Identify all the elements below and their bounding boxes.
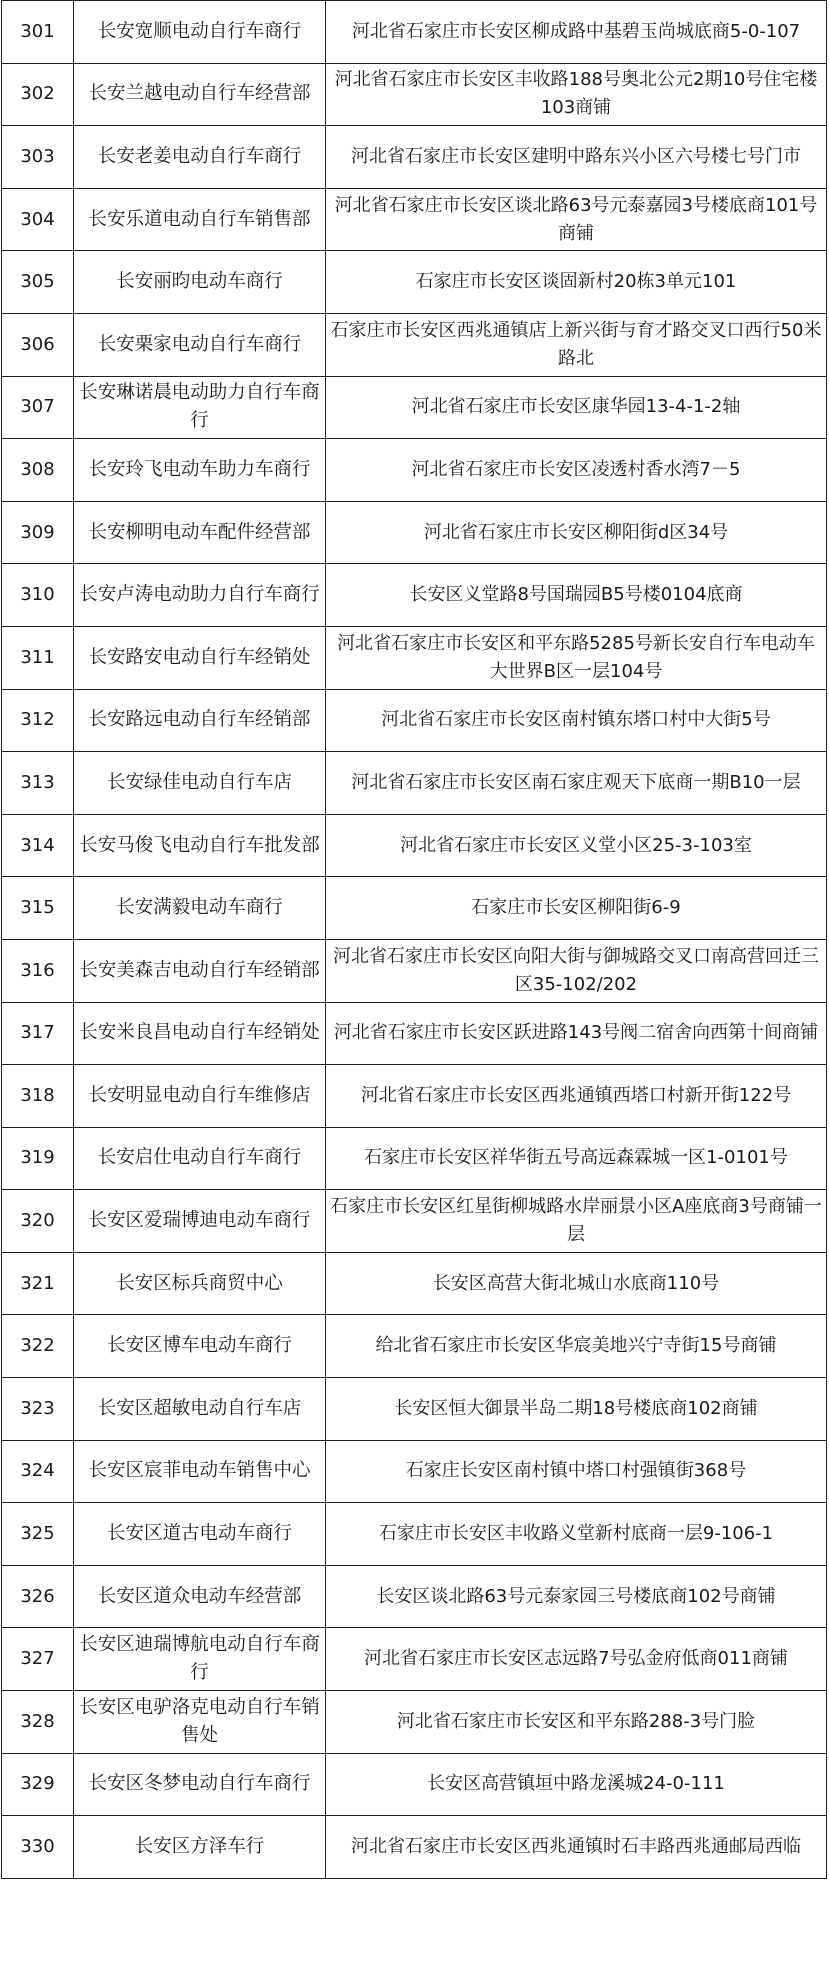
row-number: 323 <box>2 1378 74 1441</box>
dealer-name: 长安米良昌电动自行车经销处 <box>74 1002 326 1065</box>
dealer-address: 石家庄市长安区祥华街五号高远森霖城一区1-0101号 <box>326 1127 827 1190</box>
row-number: 326 <box>2 1565 74 1628</box>
dealer-address: 给北省石家庄市长安区华宸美地兴宁寺街15号商铺 <box>326 1315 827 1378</box>
table-row <box>2 1753 827 1816</box>
table-row <box>2 1565 827 1628</box>
row-number: 306 <box>2 313 74 376</box>
dealer-name: 长安柳明电动车配件经营部 <box>74 501 326 564</box>
dealer-address: 河北省石家庄市长安区丰收路188号奥北公元2期10号住宅楼103商铺 <box>326 63 827 126</box>
table-row <box>2 752 827 815</box>
dealer-name: 长安区道古电动车商行 <box>74 1503 326 1566</box>
table-row <box>2 626 827 689</box>
table-row <box>2 1378 827 1441</box>
dealer-name: 长安路远电动自行车经销部 <box>74 689 326 752</box>
table-row <box>2 1628 827 1691</box>
row-number: 314 <box>2 814 74 877</box>
dealer-name: 长安区电驴洛克电动自行车销售处 <box>74 1691 326 1754</box>
row-number: 329 <box>2 1753 74 1816</box>
dealer-name: 长安栗家电动自行车商行 <box>74 313 326 376</box>
dealer-name: 长安丽昀电动车商行 <box>74 251 326 314</box>
dealer-address: 河北省石家庄市长安区义堂小区25-3-103室 <box>326 814 827 877</box>
dealer-address: 河北省石家庄市长安区西兆通镇时石丰路西兆通邮局西临 <box>326 1816 827 1879</box>
dealer-address: 石家庄市长安区红星街柳城路水岸丽景小区A座底商3号商铺一层 <box>326 1190 827 1253</box>
table-row <box>2 1816 827 1879</box>
table-body <box>2 1 827 1879</box>
dealer-name: 长安区道众电动车经营部 <box>74 1565 326 1628</box>
row-number: 302 <box>2 63 74 126</box>
table-row <box>2 439 827 502</box>
dealer-name: 长安乐道电动自行车销售部 <box>74 188 326 251</box>
table-row <box>2 1315 827 1378</box>
table-row <box>2 1252 827 1315</box>
dealer-address: 石家庄市长安区丰收路义堂新村底商一层9-106-1 <box>326 1503 827 1566</box>
dealer-address: 河北省石家庄市长安区志远路7号弘金府低商011商铺 <box>326 1628 827 1691</box>
row-number: 321 <box>2 1252 74 1315</box>
table-row <box>2 939 827 1002</box>
dealer-name: 长安区爱瑞博迪电动车商行 <box>74 1190 326 1253</box>
row-number: 303 <box>2 126 74 189</box>
row-number: 330 <box>2 1816 74 1879</box>
dealer-name: 长安宽顺电动自行车商行 <box>74 1 326 64</box>
dealer-name: 长安启仕电动自行车商行 <box>74 1127 326 1190</box>
dealer-name: 长安区迪瑞博航电动自行车商行 <box>74 1628 326 1691</box>
dealer-address: 河北省石家庄市长安区凌透村香水湾7－5 <box>326 439 827 502</box>
dealer-name: 长安区博车电动车商行 <box>74 1315 326 1378</box>
row-number: 309 <box>2 501 74 564</box>
dealer-address: 河北省石家庄市长安区建明中路东兴小区六号楼七号门市 <box>326 126 827 189</box>
dealer-address: 河北省石家庄市长安区和平东路5285号新长安自行车电动车大世界B区一层104号 <box>326 626 827 689</box>
table-row <box>2 689 827 752</box>
row-number: 324 <box>2 1440 74 1503</box>
table-row <box>2 1 827 64</box>
dealer-name: 长安区方泽车行 <box>74 1816 326 1879</box>
row-number: 308 <box>2 439 74 502</box>
dealer-address: 石家庄市长安区谈固新村20栋3单元101 <box>326 251 827 314</box>
dealer-address: 长安区谈北路63号元泰家园三号楼底商102号商铺 <box>326 1565 827 1628</box>
dealer-name: 长安卢涛电动助力自行车商行 <box>74 564 326 627</box>
dealer-name: 长安区冬梦电动自行车商行 <box>74 1753 326 1816</box>
table-row <box>2 814 827 877</box>
table-row <box>2 501 827 564</box>
dealer-name: 长安满毅电动车商行 <box>74 877 326 940</box>
dealer-name: 长安路安电动自行车经销处 <box>74 626 326 689</box>
dealer-address: 石家庄市长安区西兆通镇店上新兴街与育才路交叉口西行50米路北 <box>326 313 827 376</box>
row-number: 307 <box>2 376 74 439</box>
dealer-address: 长安区恒大御景半岛二期18号楼底商102商铺 <box>326 1378 827 1441</box>
row-number: 305 <box>2 251 74 314</box>
dealer-address: 长安区义堂路8号国瑞园B5号楼0104底商 <box>326 564 827 627</box>
table-row <box>2 313 827 376</box>
dealer-name: 长安马俊飞电动自行车批发部 <box>74 814 326 877</box>
row-number: 328 <box>2 1691 74 1754</box>
dealer-address: 石家庄长安区南村镇中塔口村强镇街368号 <box>326 1440 827 1503</box>
dealer-name: 长安绿佳电动自行车店 <box>74 752 326 815</box>
dealer-name: 长安区宸菲电动车销售中心 <box>74 1440 326 1503</box>
table-row <box>2 1440 827 1503</box>
row-number: 319 <box>2 1127 74 1190</box>
row-number: 317 <box>2 1002 74 1065</box>
dealer-address: 河北省石家庄市长安区柳成路中基碧玉尚城底商5-0-107 <box>326 1 827 64</box>
table-row <box>2 1127 827 1190</box>
dealer-name: 长安兰越电动自行车经营部 <box>74 63 326 126</box>
dealer-address: 河北省石家庄市长安区和平东路288-3号门脸 <box>326 1691 827 1754</box>
row-number: 320 <box>2 1190 74 1253</box>
dealer-name: 长安琳诺晨电动助力自行车商行 <box>74 376 326 439</box>
table-row <box>2 376 827 439</box>
dealer-name: 长安美森吉电动自行车经销部 <box>74 939 326 1002</box>
dealer-address: 河北省石家庄市长安区南村镇东塔口村中大街5号 <box>326 689 827 752</box>
dealer-address: 河北省石家庄市长安区向阳大街与御城路交叉口南高营回迁三区35-102/202 <box>326 939 827 1002</box>
row-number: 311 <box>2 626 74 689</box>
dealer-address: 河北省石家庄市长安区康华园13-4-1-2轴 <box>326 376 827 439</box>
table-row <box>2 63 827 126</box>
dealer-address: 长安区高营镇垣中路龙溪城24-0-111 <box>326 1753 827 1816</box>
row-number: 301 <box>2 1 74 64</box>
row-number: 313 <box>2 752 74 815</box>
table-row <box>2 1503 827 1566</box>
row-number: 315 <box>2 877 74 940</box>
dealer-address: 河北省石家庄市长安区西兆通镇西塔口村新开街122号 <box>326 1065 827 1128</box>
row-number: 310 <box>2 564 74 627</box>
table-row <box>2 564 827 627</box>
table-row <box>2 1002 827 1065</box>
dealer-address: 河北省石家庄市长安区南石家庄观天下底商一期B10一层 <box>326 752 827 815</box>
dealer-name: 长安区超敏电动自行车店 <box>74 1378 326 1441</box>
table-row <box>2 1065 827 1128</box>
dealer-name: 长安老姜电动自行车商行 <box>74 126 326 189</box>
dealer-table <box>1 0 827 1879</box>
dealer-name: 长安玲飞电动车助力车商行 <box>74 439 326 502</box>
table-row <box>2 188 827 251</box>
dealer-address: 河北省石家庄市长安区柳阳街d区34号 <box>326 501 827 564</box>
table-row <box>2 1691 827 1754</box>
row-number: 325 <box>2 1503 74 1566</box>
row-number: 316 <box>2 939 74 1002</box>
table-row <box>2 1190 827 1253</box>
dealer-name: 长安区标兵商贸中心 <box>74 1252 326 1315</box>
dealer-name: 长安明显电动自行车维修店 <box>74 1065 326 1128</box>
dealer-address: 石家庄市长安区柳阳街6-9 <box>326 877 827 940</box>
table-row <box>2 251 827 314</box>
table-row <box>2 877 827 940</box>
row-number: 318 <box>2 1065 74 1128</box>
table-row <box>2 126 827 189</box>
row-number: 312 <box>2 689 74 752</box>
row-number: 322 <box>2 1315 74 1378</box>
row-number: 327 <box>2 1628 74 1691</box>
row-number: 304 <box>2 188 74 251</box>
dealer-address: 长安区高营大街北城山水底商110号 <box>326 1252 827 1315</box>
dealer-address: 河北省石家庄市长安区谈北路63号元泰嘉园3号楼底商101号商铺 <box>326 188 827 251</box>
dealer-address: 河北省石家庄市长安区跃进路143号阀二宿舍向西第十间商铺 <box>326 1002 827 1065</box>
